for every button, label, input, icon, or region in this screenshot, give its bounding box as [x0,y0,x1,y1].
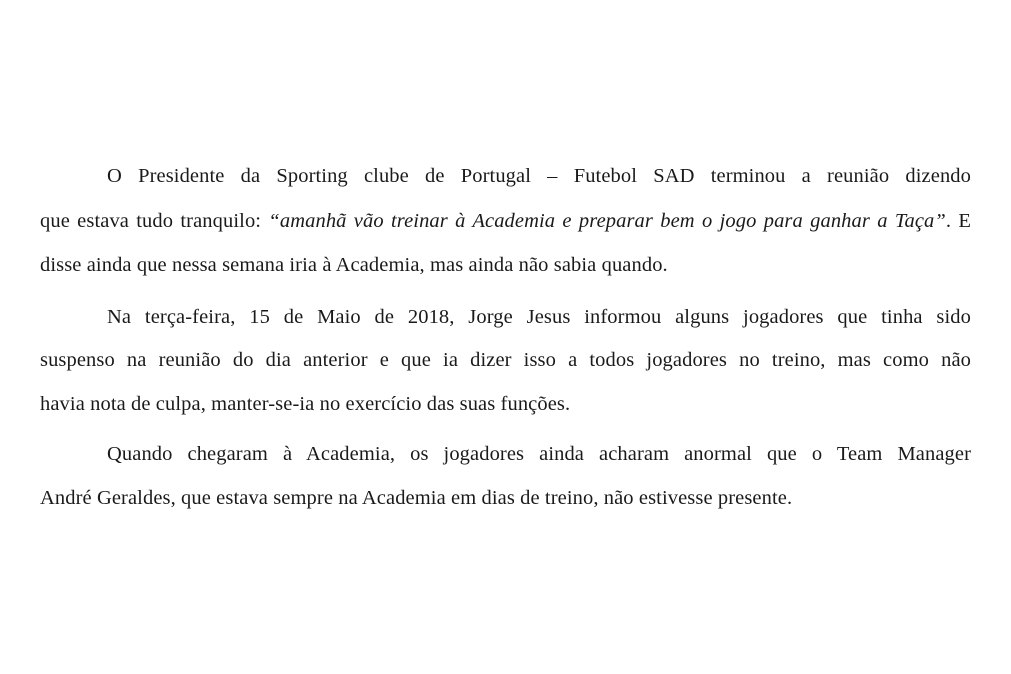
paragraph-line: Quando chegaram à Academia, os jogadores ainda acharam anormal que o Team Manager [107,443,971,465]
paragraph-line [40,209,971,233]
president-quote: “amanhã vão treinar à Academia e preparar bem o jogo para ganhar a Taça” [268,210,946,232]
paragraph-line: disse ainda que nessa semana iria à Academia, mas ainda não sabia quando. [40,254,668,276]
paragraph-line: O Presidente da Sporting clube de Portugal – Futebol SAD terminou a reunião dizendo [107,165,971,187]
paragraph-line: havia nota de culpa, manter-se-ia no exercício das suas funções. [40,393,571,415]
paragraph-line: André Geraldes, que estava sempre na Academia em dias de treino, não estivesse presente. [40,487,793,509]
line-text: que estava tudo tranquilo: [40,210,269,232]
paragraph-line: suspenso na reunião do dia anterior e que ia dizer isso a todos jogadores no treino, mas como não [40,349,971,371]
line-text: . E [945,210,971,232]
paragraph-line: Na terça-feira, 15 de Maio de 2018, Jorge Jesus informou alguns jogadores que tinha sido [107,306,971,328]
